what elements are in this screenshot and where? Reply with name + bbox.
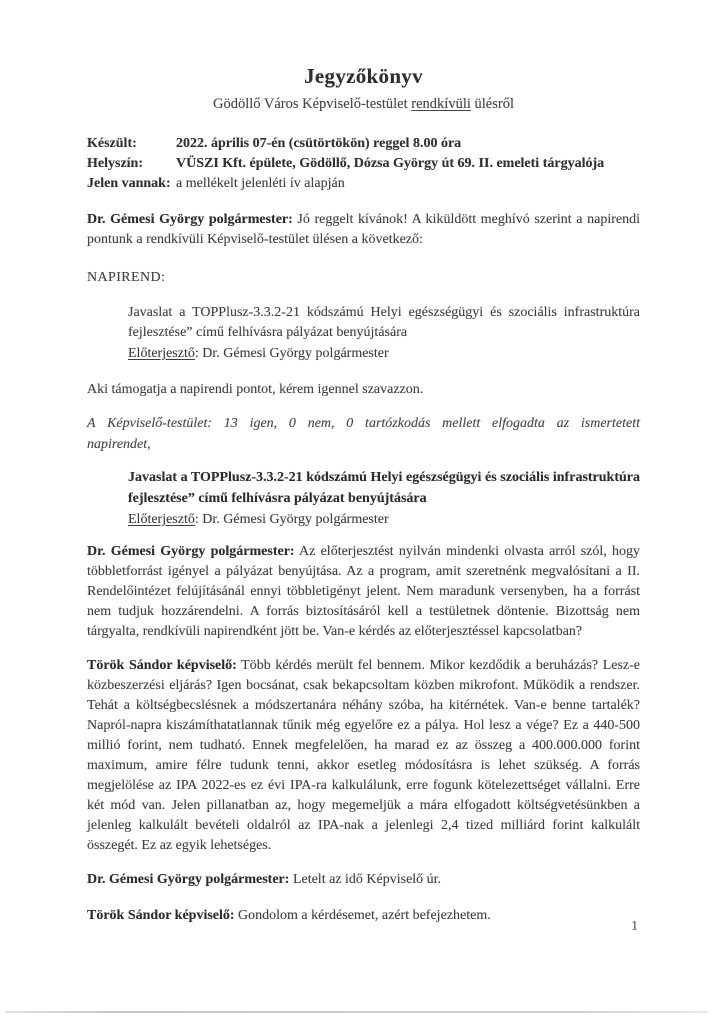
scan-edge-line <box>5 1011 708 1013</box>
speaker-name: Dr. Gémesi György polgármester: <box>87 212 293 227</box>
presenter-value: : Dr. Gémesi György polgármester <box>194 346 389 361</box>
agenda-presenter-line <box>128 343 640 364</box>
speech-paragraph-torok-1 <box>87 656 640 856</box>
agenda-item-text: Javaslat a TOPPlusz-3.3.2-21 kódszámú Helyi egészségügyi és szociális infrastruktúra fejlesztése” című felhívásra pályázat benyújtására <box>128 305 640 340</box>
meta-label: Jelen vannak: <box>87 176 171 191</box>
presenter-value: : Dr. Gémesi György polgármester <box>194 512 389 527</box>
speech-paragraph-torok-2 <box>87 906 640 926</box>
speaker-name: Török Sándor képviselő: <box>87 658 237 673</box>
subtitle-suffix: ülésről <box>470 96 514 112</box>
agenda-announcement-block <box>128 303 640 364</box>
speech-text: Az előterjesztést nyilván mindenki olvasta arról szól, hogy többletforrást igényel a pályázat benyújtása. Az a program, amit szeretnénk megvalósítani a II. Rendelőintézet felújításánál ennyi többletigényt jelent. Nem maradunk versenyben, ha a forrást nem tudjuk hozzárendelni. A forrás biztosításáról kell a testületnek döntenie. Bizottság nem tárgyalta, rendkívüli napirendként jött be. Van-e kérdés az előterjesztéssel kapcsolatban? <box>87 544 640 639</box>
speech-paragraph-gemesi-1 <box>87 542 640 642</box>
meta-value: VÜSZI Kft. épülete, Gödöllő, Dózsa György út 69. II. emeleti tárgyalója <box>176 156 605 171</box>
document-subtitle <box>87 96 640 113</box>
speech-text: Több kérdés merült fel bennem. Mikor kezdődik a beruházás? Lesz-e közbeszerzési eljárás? Igen bocsánat, csak bekapcsoltam közben mikrofont. Működik a rendszer. Tehát a költségbecslésnek a módszertanára néhány szóba, ha kitérnétek. Van-e benne tartalék? Napról-napra kiszámíthatatlannak tűnik még egyelőre ez a pálya. Hol lesz a vége? Ez a 440-500 millió forint, nem tudható. Ennek megfelelően, ha marad ez az összeg a 400.000.000 forint maximum, amire félre tudunk tenni, akkor esetleg módosításra is lehet szükség. A forrás megjelölése az IPA 2022-es ez évi IPA-ra kalkulálunk, erre fogunk kötelezettséget vállalni. Erre két mód van. Jelen pillanatban az, hogy megemeljük a mára elfogadott költségvetésünkben a jelenleg kalkulált bevételi oldalról az IPA-nak a jelenlegi 2,4 tized milliárd forint kalkulált összegét. Ez az egyik lehetséges. <box>87 658 641 853</box>
meta-value: 2022. április 07-én (csütörtökön) reggel 8.00 óra <box>176 136 462 151</box>
agenda-presenter-line <box>128 509 640 530</box>
speaker-name: Dr. Gémesi György polgármester: <box>87 544 295 559</box>
meta-block <box>87 134 640 194</box>
napirend-heading: NAPIREND: <box>87 270 166 285</box>
meta-row-keszult <box>87 134 640 154</box>
speaker-name: Dr. Gémesi György polgármester: <box>87 872 290 887</box>
speech-text: Jó reggelt kívánok! A kiküldött meghívó szerint a napirendi pontunk a rendkívüli Képviselő-testület ülésen a következő: <box>87 212 640 247</box>
subtitle-prefix: Gödöllő Város Képviselő-testület <box>213 96 412 112</box>
meta-row-jelen-vannak <box>87 174 640 194</box>
page-number: 1 <box>631 918 638 933</box>
document-content <box>87 64 640 926</box>
meta-label: Készült: <box>87 136 137 151</box>
speech-text: Letelt az idő Képviselő úr. <box>292 872 442 887</box>
opening-paragraph <box>87 210 640 250</box>
presenter-label: Előterjesztő <box>128 512 195 527</box>
vote-result-paragraph: A Képviselő-testület: 13 igen, 0 nem, 0 tartózkodás mellett elfogadta az ismertetett napirendet, <box>87 416 640 452</box>
speaker-name: Török Sándor képviselő: <box>87 908 235 923</box>
vote-call-paragraph: Aki támogatja a napirendi pontot, kérem igennel szavazzon. <box>87 382 424 397</box>
meta-row-helyszin <box>87 154 640 174</box>
meta-value: a mellékelt jelenléti ív alapján <box>176 176 345 191</box>
presenter-label: Előterjesztő <box>128 346 195 361</box>
meta-label: Helyszín: <box>87 156 143 171</box>
speech-text: Gondolom a kérdésemet, azért befejezhetem. <box>238 908 491 923</box>
agenda-item-heading-block <box>128 467 640 530</box>
document-title: Jegyzőkönyv <box>304 64 423 88</box>
subtitle-underlined-word: rendkívüli <box>411 96 471 112</box>
speech-paragraph-gemesi-2 <box>87 870 640 890</box>
agenda-item-title: Javaslat a TOPPlusz-3.3.2-21 kódszámú Helyi egészségügyi és szociális infrastruktúra fejlesztése” című felhívásra pályázat benyújtására <box>128 470 640 506</box>
